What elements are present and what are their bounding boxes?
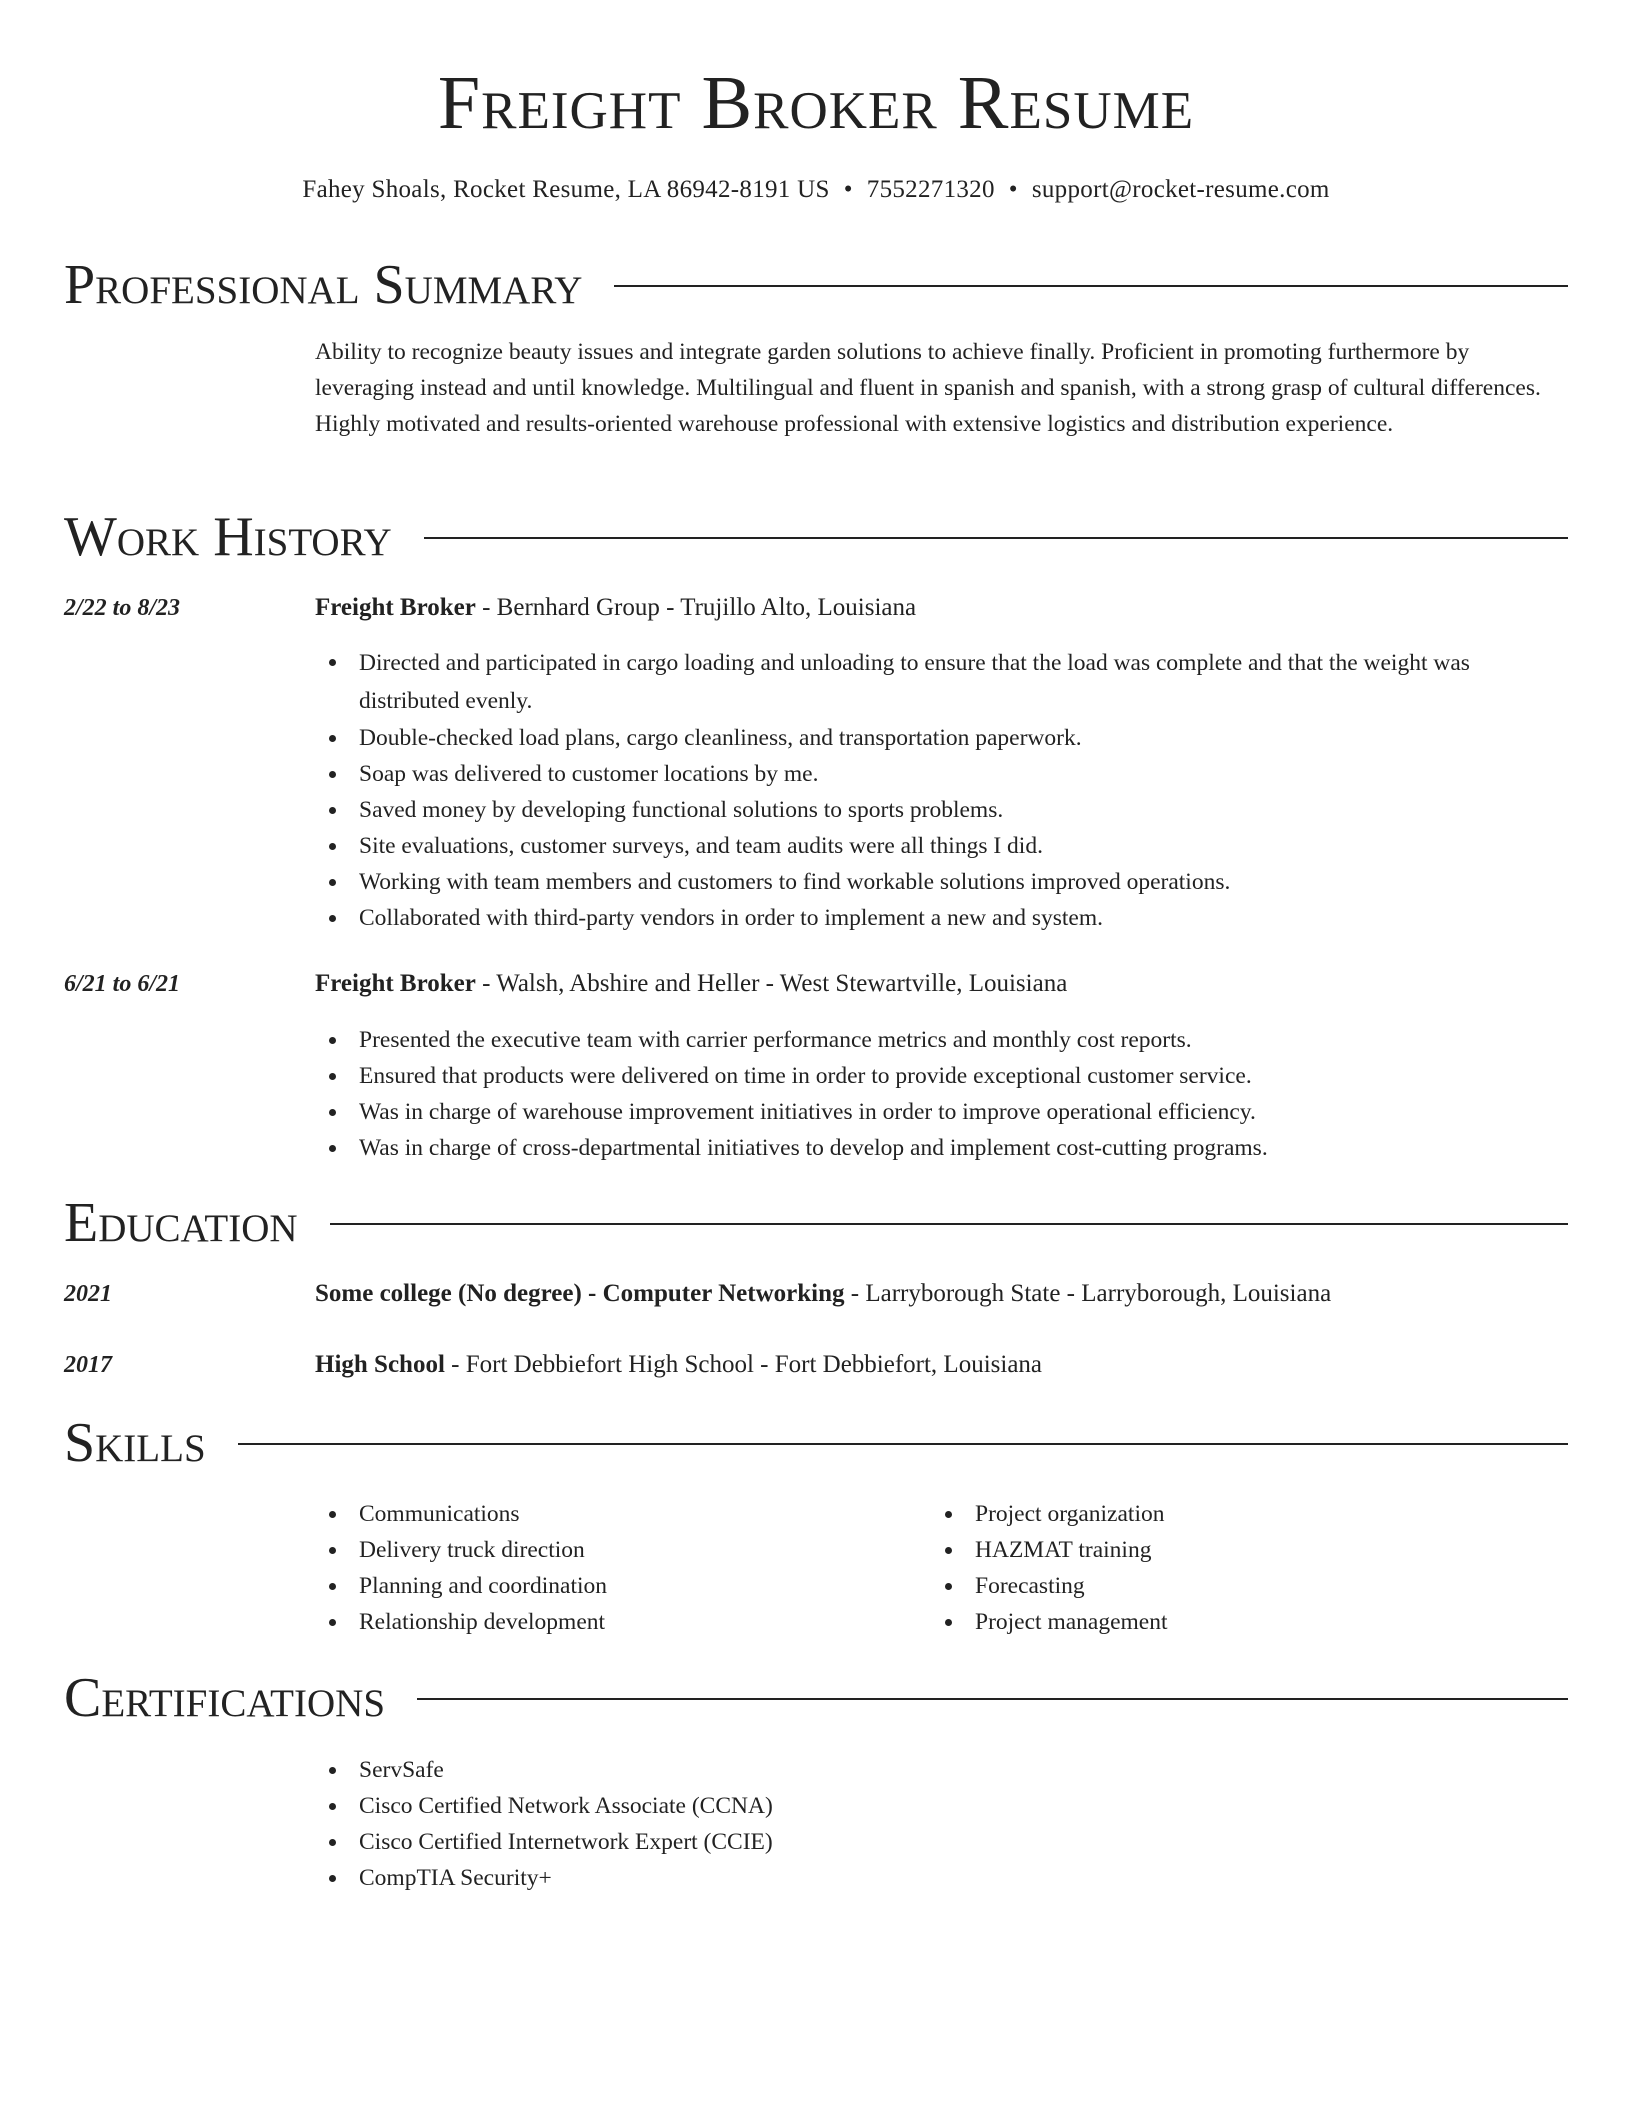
section-divider (238, 1443, 1568, 1445)
job-bullets (315, 1022, 1568, 1166)
list-item: Project organization (931, 1496, 1568, 1532)
section-divider (330, 1223, 1568, 1225)
section-heading: Education (64, 1192, 298, 1254)
contact-phone: 7552271320 (866, 176, 995, 203)
list-item: Project management (931, 1604, 1568, 1640)
job-title: Freight Broker (315, 970, 476, 997)
job-title: Freight Broker (315, 594, 476, 621)
education-year: 2021 (64, 1281, 112, 1307)
certifications-list (315, 1752, 1568, 1896)
job-heading (315, 966, 1568, 1002)
list-item: Working with team members and customers to find workable solutions improved operations. (315, 864, 1568, 900)
education-heading (315, 1276, 1568, 1312)
list-item: Ensured that products were delivered on time in order to provide exceptional customer service. (315, 1058, 1568, 1094)
section-heading: Professional Summary (64, 254, 583, 316)
list-item: Was in charge of warehouse improvement initiatives in order to improve operational efficiency. (315, 1094, 1568, 1130)
section-heading: Work History (64, 506, 392, 568)
job-heading (315, 590, 1568, 626)
list-item: Soap was delivered to customer locations by me. (315, 756, 1568, 792)
section-work-header (64, 504, 1568, 570)
list-item: Saved money by developing functional solutions to sports problems. (315, 792, 1568, 828)
list-item: Delivery truck direction (315, 1532, 915, 1568)
job-details: - Walsh, Abshire and Heller - West Stewartville, Louisiana (475, 970, 1068, 997)
resume-title: Freight Broker Resume (437, 61, 1195, 145)
contact-line (0, 172, 1632, 208)
section-divider (417, 1698, 1568, 1700)
education-heading (315, 1347, 1568, 1383)
list-item: Cisco Certified Internetwork Expert (CCIE) (315, 1824, 1568, 1860)
list-item: HAZMAT training (931, 1532, 1568, 1568)
list-item: Site evaluations, customer surveys, and team audits were all things I did. (315, 828, 1568, 864)
skills-list-left (315, 1496, 915, 1640)
list-item: CompTIA Security+ (315, 1860, 1568, 1896)
section-certifications-header (64, 1665, 1568, 1731)
list-item: Presented the executive team with carrier performance metrics and monthly cost reports. (315, 1022, 1568, 1058)
education-details: - Fort Debbiefort High School - Fort Debbiefort, Louisiana (444, 1351, 1043, 1378)
section-skills-header (64, 1410, 1568, 1476)
skills-list-right (931, 1496, 1568, 1640)
list-item: Forecasting (931, 1568, 1568, 1604)
list-item: Relationship development (315, 1604, 915, 1640)
list-item: Cisco Certified Network Associate (CCNA) (315, 1788, 1568, 1824)
list-item: ServSafe (315, 1752, 1568, 1788)
list-item: Collaborated with third-party vendors in order to implement a new and system. (315, 900, 1568, 936)
contact-separator: • (1008, 176, 1018, 203)
education-year: 2017 (64, 1352, 112, 1378)
job-bullets (315, 644, 1568, 936)
list-item: Double-checked load plans, cargo cleanliness, and transportation paperwork. (315, 720, 1568, 756)
contact-separator: • (843, 176, 853, 203)
job-dates: 6/21 to 6/21 (64, 971, 181, 997)
list-item: Planning and coordination (315, 1568, 915, 1604)
job-details: - Bernhard Group - Trujillo Alto, Louisiana (475, 594, 917, 621)
section-divider (424, 537, 1568, 539)
section-heading: Skills (64, 1412, 206, 1474)
contact-email: support@rocket-resume.com (1031, 176, 1330, 203)
education-degree: Some college (No degree) - Computer Networking (315, 1280, 845, 1307)
list-item: Communications (315, 1496, 915, 1532)
education-degree: High School (315, 1351, 445, 1378)
section-heading: Certifications (64, 1667, 386, 1729)
summary-text: Ability to recognize beauty issues and integrate garden solutions to achieve finally. Proficient in promoting furthermore by leveraging instead and until knowledge. Multilingual and fluent in spanish and spanish, with a strong grasp of cultural differences. Highly motivated and results-oriented warehouse professional with extensive logistics and distribution experience. (315, 339, 1541, 437)
section-education-header (64, 1190, 1568, 1256)
contact-address: Fahey Shoals, Rocket Resume, LA 86942-8191 US (302, 176, 830, 203)
section-divider (614, 285, 1568, 287)
list-item: Was in charge of cross-departmental initiatives to develop and implement cost-cutting programs. (315, 1130, 1568, 1166)
list-item: Directed and participated in cargo loading and unloading to ensure that the load was complete and that the weight was distributed evenly. (315, 644, 1568, 720)
section-summary-header (64, 252, 1568, 318)
job-dates: 2/22 to 8/23 (64, 595, 181, 621)
education-details: - Larryborough State - Larryborough, Louisiana (844, 1280, 1332, 1307)
